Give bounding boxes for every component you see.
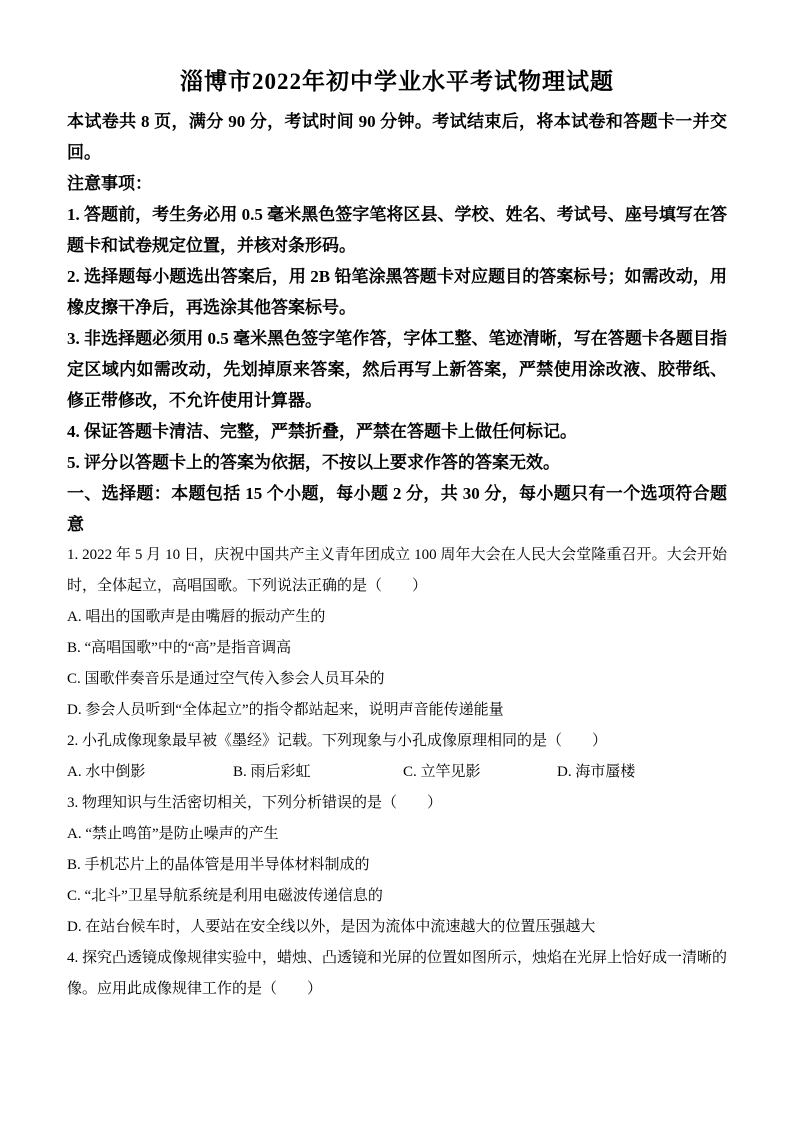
question-2-options-row (67, 757, 727, 788)
question-3-stem: 3. 物理知识与生活密切相关，下列分析错误的是（ ） (67, 795, 443, 811)
question-3-option-c: C. “北斗”卫星导航系统是利用电磁波传递信息的 (67, 888, 383, 904)
section-heading: 一、选择题：本题包括 15 个小题，每小题 2 分，共 30 分，每小题只有一个选项符合题意 (67, 484, 727, 534)
question-4-stem: 4. 探究凸透镜成像规律实验中，蜡烛、凸透镜和光屏的位置如图所示，烛焰在光屏上恰好成一清晰的像。应用此成像规律工作的是（ ） (67, 950, 728, 997)
exam-intro: 本试卷共 8 页，满分 90 分，考试时间 90 分钟。考试结束后，将本试卷和答题卡一并交回。 (67, 112, 727, 162)
notice-item-2: 2. 选择题每小题选出答案后，用 2B 铅笔涂黑答题卡对应题目的答案标号；如需改动，用橡皮擦干净后，再选涂其他答案标号。 (67, 267, 727, 317)
question-3 (67, 788, 727, 943)
question-2-stem: 2. 小孔成像现象最早被《墨经》记载。下列现象与小孔成像原理相同的是（ ） (67, 733, 608, 749)
question-2-option-a: A. 水中倒影 (67, 764, 146, 780)
question-1-option-b: B. “高唱国歌”中的“高”是指音调高 (67, 640, 292, 656)
question-3-option-b: B. 手机芯片上的晶体管是用半导体材料制成的 (67, 857, 370, 873)
notice-heading: 注意事项： (67, 174, 152, 193)
notice-item-4: 4. 保证答题卡清洁、完整，严禁折叠，严禁在答题卡上做任何标记。 (67, 422, 577, 441)
notice-item-3: 3. 非选择题必须用 0.5 毫米黑色签字笔作答，字体工整、笔迹清晰，写在答题卡各题目指定区域内如需改动，先划掉原来答案，然后再写上新答案，严禁使用涂改液、胶带纸、修正带修改，不允许使用计算器。 (67, 329, 727, 410)
question-1-option-d: D. 参会人员听到“全体起立”的指令都站起来，说明声音能传递能量 (67, 702, 504, 718)
page-title: 淄博市2022年初中学业水平考试物理试题 (180, 69, 614, 94)
question-3-option-a: A. “禁止鸣笛”是防止噪声的产生 (67, 826, 279, 842)
question-4 (67, 943, 727, 1005)
question-1-option-c: C. 国歌伴奏音乐是通过空气传入参会人员耳朵的 (67, 671, 385, 687)
question-3-option-d: D. 在站台候车时，人要站在安全线以外，是因为流体中流速越大的位置压强越大 (67, 919, 596, 935)
question-1-stem: 1. 2022 年 5 月 10 日，庆祝中国共产主义青年团成立 100 周年大会在人民大会堂隆重召开。大会开始时，全体起立，高唱国歌。下列说法正确的是（ ） (67, 547, 727, 594)
notice-item-5: 5. 评分以答题卡上的答案为依据，不按以上要求作答的答案无效。 (67, 453, 560, 472)
question-2 (67, 726, 727, 788)
question-1 (67, 540, 727, 726)
notice-item-1: 1. 答题前，考生务必用 0.5 毫米黑色签字笔将区县、学校、姓名、考试号、座号填写在答题卡和试卷规定位置，并核对条形码。 (67, 205, 727, 255)
question-2-option-b: B. 雨后彩虹 (233, 764, 311, 780)
question-2-option-d: D. 海市蜃楼 (557, 764, 636, 780)
question-2-option-c: C. 立竿见影 (403, 764, 481, 780)
question-1-option-a: A. 唱出的国歌声是由嘴唇的振动产生的 (67, 609, 326, 625)
